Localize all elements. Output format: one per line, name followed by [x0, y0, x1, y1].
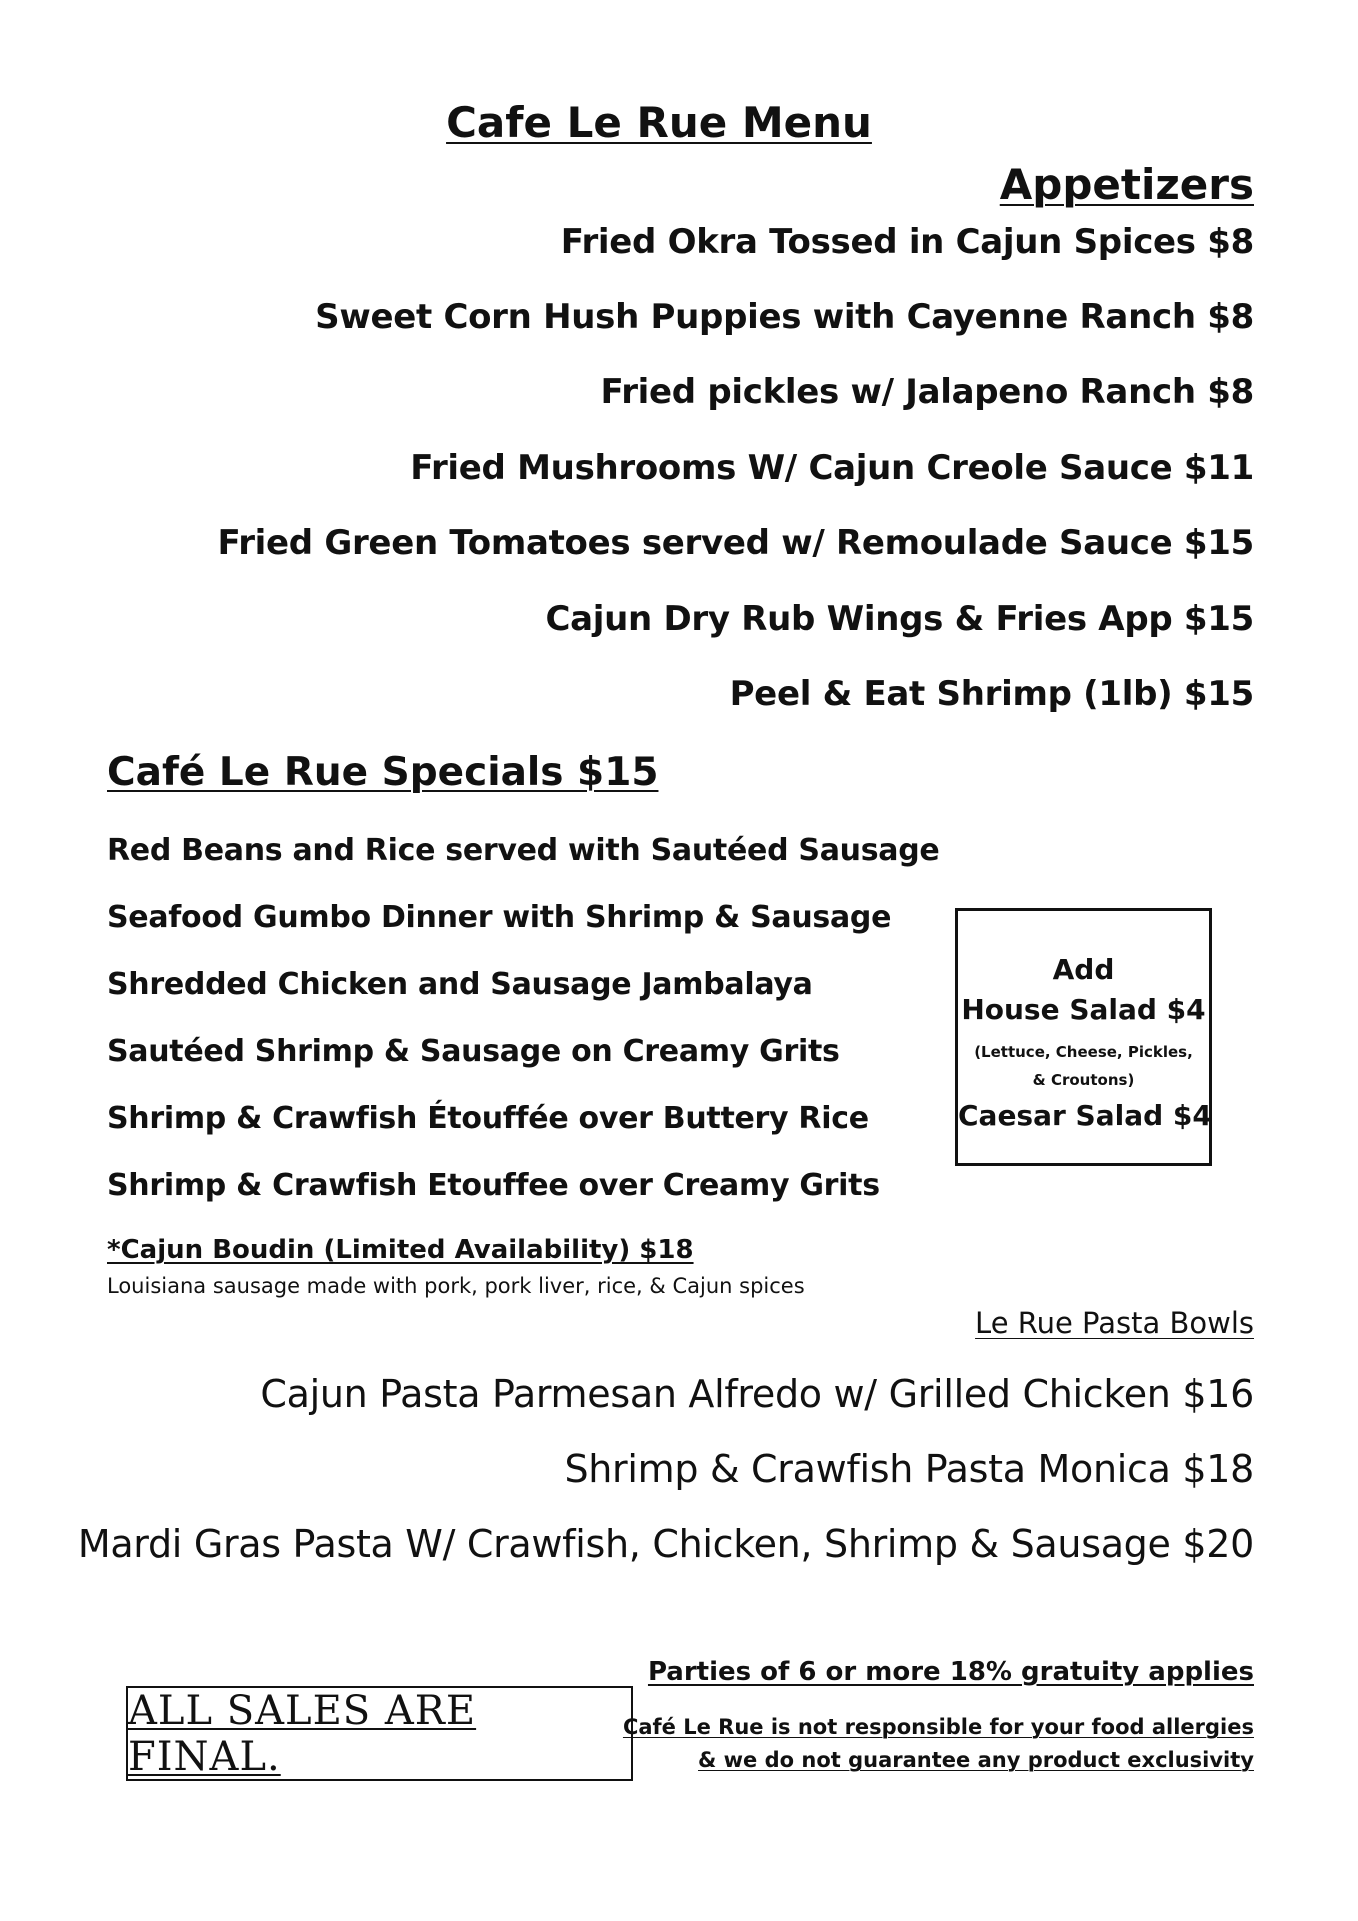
- caesar-salad-price: Caesar Salad $4: [958, 1099, 1212, 1132]
- appetizer-item: Fried Mushrooms W/ Cajun Creole Sauce $11: [410, 448, 1254, 488]
- menu-title: Cafe Le Rue Menu: [446, 98, 872, 147]
- gratuity-note: Parties of 6 or more 18% gratuity applies: [647, 1657, 1254, 1687]
- pasta-item: Cajun Pasta Parmesan Alfredo w/ Grilled Chicken $16: [260, 1372, 1254, 1416]
- allergy-note-line2: & we do not guarantee any product exclusivity: [698, 1748, 1254, 1772]
- special-item: Red Beans and Rice served with Sautéed Sausage: [107, 833, 940, 868]
- appetizer-item: Sweet Corn Hush Puppies with Cayenne Ranch $8: [315, 297, 1254, 337]
- appetizer-item: Fried Okra Tossed in Cajun Spices $8: [560, 222, 1254, 262]
- boudin-title: *Cajun Boudin (Limited Availability) $18: [107, 1235, 694, 1265]
- special-item: Shrimp & Crawfish Étouffée over Buttery Rice: [107, 1101, 869, 1136]
- specials-heading: Café Le Rue Specials $15: [107, 750, 659, 795]
- house-salad-price: House Salad $4: [961, 993, 1206, 1026]
- house-salad-description: (Lettuce, Cheese, Pickles, & Croutons): [974, 1043, 1193, 1089]
- appetizer-item: Fried Green Tomatoes served w/ Remoulade Sauce $15: [217, 523, 1254, 563]
- special-item: Sautéed Shrimp & Sausage on Creamy Grits: [107, 1034, 840, 1069]
- add-label: Add: [1052, 953, 1115, 986]
- pasta-item: Mardi Gras Pasta W/ Crawfish, Chicken, Shrimp & Sausage $20: [77, 1522, 1254, 1566]
- all-sales-final-box: [126, 1686, 633, 1781]
- appetizer-item: Cajun Dry Rub Wings & Fries App $15: [545, 599, 1254, 639]
- appetizer-item: Peel & Eat Shrimp (1lb) $15: [729, 674, 1254, 714]
- all-sales-final-text: ALL SALES ARE FINAL.: [128, 1687, 477, 1780]
- pasta-item: Shrimp & Crawfish Pasta Monica $18: [564, 1447, 1254, 1491]
- special-item: Shrimp & Crawfish Etouffee over Creamy Grits: [107, 1168, 880, 1203]
- add-ons-box: [955, 908, 1212, 1166]
- special-item: Seafood Gumbo Dinner with Shrimp & Sausage: [107, 900, 892, 935]
- appetizer-item: Fried pickles w/ Jalapeno Ranch $8: [600, 372, 1254, 412]
- boudin-description: Louisiana sausage made with pork, pork liver, rice, & Cajun spices: [107, 1274, 805, 1298]
- pasta-heading: Le Rue Pasta Bowls: [975, 1306, 1254, 1340]
- allergy-note-line1: Café Le Rue is not responsible for your food allergies: [622, 1715, 1254, 1739]
- special-item: Shredded Chicken and Sausage Jambalaya: [107, 967, 813, 1002]
- appetizers-heading: Appetizers: [999, 160, 1254, 209]
